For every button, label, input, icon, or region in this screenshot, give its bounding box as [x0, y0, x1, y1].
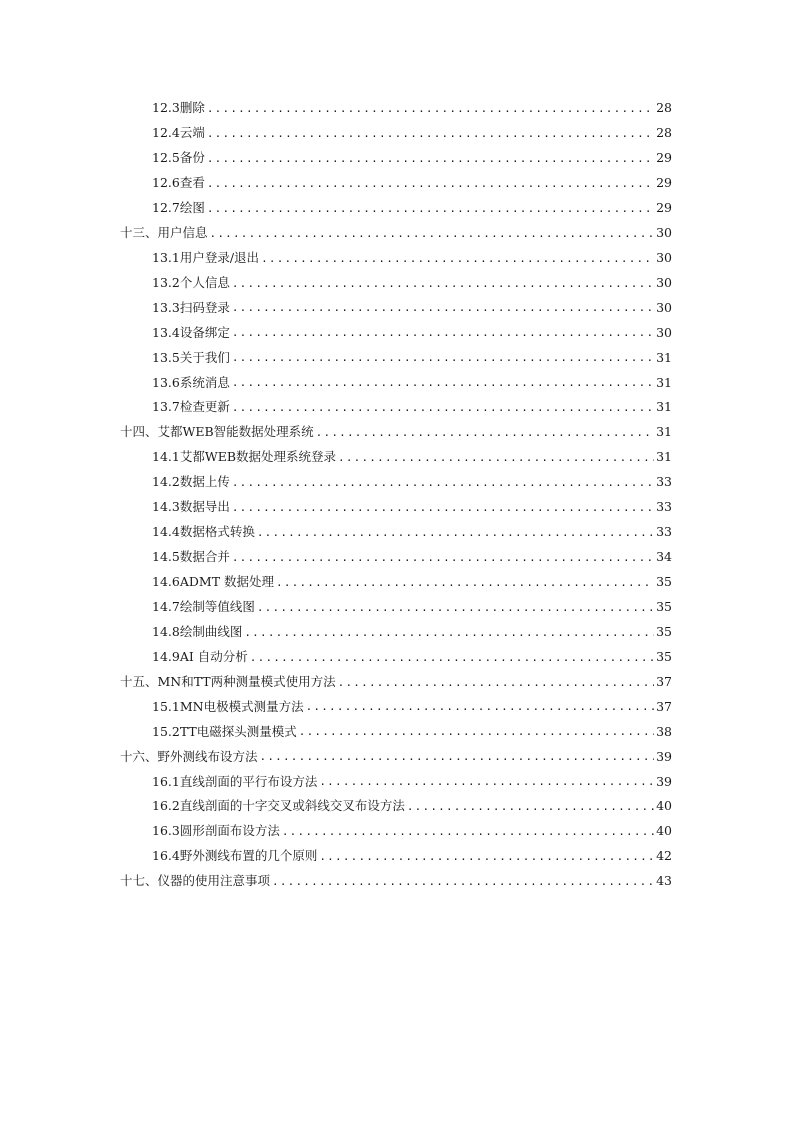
- toc-entry[interactable]: [0, 495, 793, 520]
- toc-entry-page-number: 35: [656, 648, 672, 664]
- toc-entry-title: 十六、野外测线布设方法: [120, 748, 258, 764]
- toc-dot-leader: [207, 178, 654, 189]
- toc-entry[interactable]: [0, 819, 793, 844]
- toc-entry-title: 备份: [179, 150, 205, 166]
- toc-entry-number: 14.3: [152, 499, 180, 515]
- toc-entry-page-number: 37: [656, 698, 672, 714]
- toc-entry-title: 查看: [179, 175, 205, 191]
- toc-entry-number: 13.4: [152, 324, 180, 340]
- toc-entry[interactable]: [0, 744, 793, 769]
- toc-entry-number: 13.7: [152, 399, 180, 415]
- table-of-contents: [0, 96, 793, 894]
- toc-entry[interactable]: [0, 769, 793, 794]
- toc-entry-number: 14.7: [152, 598, 180, 614]
- toc-dot-leader: [257, 602, 654, 613]
- toc-entry-title: 十三、用户信息: [120, 224, 208, 240]
- toc-dot-leader: [232, 502, 654, 513]
- toc-entry-page-number: 42: [656, 848, 672, 864]
- toc-entry-title: 个人信息: [179, 274, 230, 290]
- toc-entry-number: 12.3: [152, 100, 180, 116]
- toc-entry-page-number: 39: [656, 748, 672, 764]
- toc-entry-title: 数据格式转换: [179, 524, 255, 540]
- toc-entry-number: 15.1: [152, 698, 180, 714]
- toc-entry-number: 13.1: [152, 249, 180, 265]
- toc-entry[interactable]: [0, 196, 793, 221]
- toc-entry[interactable]: [0, 545, 793, 570]
- toc-entry[interactable]: [0, 645, 793, 670]
- toc-entry-page-number: 31: [656, 449, 672, 465]
- toc-entry-number: 12.6: [152, 175, 180, 191]
- toc-dot-leader: [316, 427, 654, 438]
- toc-entry[interactable]: [0, 719, 793, 744]
- toc-entry-title: TT电磁探头测量模式: [179, 723, 297, 739]
- toc-dot-leader: [272, 876, 654, 887]
- toc-dot-leader: [319, 851, 654, 862]
- toc-entry-page-number: 35: [656, 574, 672, 590]
- toc-entry[interactable]: [0, 520, 793, 545]
- toc-entry-number: 14.2: [152, 474, 180, 490]
- toc-entry-title: 数据上传: [179, 474, 230, 490]
- toc-entry-number: 14.8: [152, 623, 180, 639]
- toc-entry[interactable]: [0, 620, 793, 645]
- toc-entry-number: 13.2: [152, 274, 180, 290]
- toc-entry-number: 14.4: [152, 524, 180, 540]
- toc-entry-number: 14.5: [152, 549, 180, 565]
- toc-dot-leader: [299, 726, 654, 737]
- toc-entry[interactable]: [0, 96, 793, 121]
- toc-entry[interactable]: [0, 695, 793, 720]
- toc-entry-title: 用户登录/退出: [179, 249, 260, 265]
- toc-dot-leader: [207, 203, 654, 214]
- toc-entry[interactable]: [0, 221, 793, 246]
- toc-entry-page-number: 31: [656, 374, 672, 390]
- toc-entry[interactable]: [0, 345, 793, 370]
- toc-entry[interactable]: [0, 296, 793, 321]
- toc-entry-title: 云端: [179, 125, 205, 141]
- toc-dot-leader: [260, 751, 655, 762]
- toc-entry[interactable]: [0, 146, 793, 171]
- toc-entry-title: 数据导出: [179, 499, 230, 515]
- toc-entry-page-number: 30: [656, 299, 672, 315]
- toc-entry-page-number: 29: [656, 199, 672, 215]
- toc-dot-leader: [261, 253, 654, 264]
- toc-entry[interactable]: [0, 794, 793, 819]
- toc-entry-title: 十七、仪器的使用注意事项: [120, 873, 271, 889]
- toc-entry-page-number: 35: [656, 623, 672, 639]
- toc-entry-page-number: 40: [656, 823, 672, 839]
- toc-entry-page-number: 29: [656, 175, 672, 191]
- toc-entry[interactable]: [0, 246, 793, 271]
- toc-dot-leader: [282, 826, 654, 837]
- toc-entry-page-number: 30: [656, 224, 672, 240]
- toc-entry-page-number: 30: [656, 274, 672, 290]
- toc-entry-number: 16.1: [152, 773, 180, 789]
- toc-entry-number: 13.3: [152, 299, 180, 315]
- toc-dot-leader: [232, 477, 654, 488]
- toc-entry-page-number: 29: [656, 150, 672, 166]
- toc-dot-leader: [338, 677, 654, 688]
- toc-entry-page-number: 39: [656, 773, 672, 789]
- toc-dot-leader: [232, 352, 654, 363]
- toc-entry-title: 艾都WEB数据处理系统登录: [179, 449, 337, 465]
- toc-entry-page-number: 37: [656, 673, 672, 689]
- toc-entry-page-number: 34: [656, 549, 672, 565]
- toc-entry-title: 直线剖面的平行布设方法: [179, 773, 318, 789]
- toc-entry-page-number: 33: [656, 524, 672, 540]
- toc-dot-leader: [338, 452, 654, 463]
- toc-entry-title: 十五、MN和TT两种测量模式使用方法: [120, 673, 336, 689]
- toc-dot-leader: [276, 577, 654, 588]
- toc-dot-leader: [207, 128, 654, 139]
- toc-entry-page-number: 33: [656, 499, 672, 515]
- toc-entry[interactable]: [0, 420, 793, 445]
- toc-entry-page-number: 33: [656, 474, 672, 490]
- toc-entry-title: 检查更新: [179, 399, 230, 415]
- toc-dot-leader: [232, 552, 654, 563]
- toc-entry[interactable]: [0, 445, 793, 470]
- toc-entry-title: MN电极模式测量方法: [179, 698, 304, 714]
- toc-entry[interactable]: [0, 470, 793, 495]
- toc-entry-page-number: 43: [656, 873, 672, 889]
- toc-entry-title: 绘制曲线图: [179, 623, 243, 639]
- toc-dot-leader: [232, 302, 654, 313]
- toc-entry-title: 野外测线布置的几个原则: [179, 848, 318, 864]
- toc-entry-title: 直线剖面的十字交叉或斜线交叉布设方法: [179, 798, 405, 814]
- toc-entry[interactable]: [0, 370, 793, 395]
- toc-entry-number: 14.6: [152, 574, 180, 590]
- toc-entry-title: 十四、艾都WEB智能数据处理系统: [120, 424, 314, 440]
- toc-entry[interactable]: [0, 869, 793, 894]
- toc-entry-number: 12.5: [152, 150, 180, 166]
- toc-entry-title: 设备绑定: [179, 324, 230, 340]
- toc-entry[interactable]: [0, 320, 793, 345]
- toc-entry-number: 13.6: [152, 374, 180, 390]
- toc-entry-number: 14.1: [152, 449, 180, 465]
- toc-entry[interactable]: [0, 570, 793, 595]
- toc-dot-leader: [250, 652, 654, 663]
- toc-entry-title: 关于我们: [179, 349, 230, 365]
- toc-entry-title: AI 自动分析: [179, 648, 248, 664]
- toc-dot-leader: [232, 377, 654, 388]
- toc-dot-leader: [257, 527, 654, 538]
- toc-dot-leader: [207, 153, 654, 164]
- toc-dot-leader: [207, 103, 654, 114]
- toc-dot-leader: [319, 776, 654, 787]
- toc-entry-number: 14.9: [152, 648, 180, 664]
- toc-entry-page-number: 28: [656, 100, 672, 116]
- toc-entry[interactable]: [0, 670, 793, 695]
- toc-entry-page-number: 31: [656, 399, 672, 415]
- toc-entry-page-number: 31: [656, 424, 672, 440]
- toc-entry-page-number: 28: [656, 125, 672, 141]
- toc-entry-page-number: 38: [656, 723, 672, 739]
- toc-dot-leader: [232, 327, 654, 338]
- toc-dot-leader: [306, 701, 655, 712]
- toc-entry[interactable]: [0, 271, 793, 296]
- toc-entry-title: 绘图: [179, 199, 205, 215]
- toc-entry[interactable]: [0, 595, 793, 620]
- toc-entry-number: 12.7: [152, 199, 180, 215]
- toc-entry-title: 系统消息: [179, 374, 230, 390]
- toc-dot-leader: [232, 278, 654, 289]
- toc-entry-page-number: 30: [656, 249, 672, 265]
- toc-entry-title: 扫码登录: [179, 299, 230, 315]
- toc-entry[interactable]: [0, 844, 793, 869]
- toc-dot-leader: [210, 228, 655, 239]
- toc-entry[interactable]: [0, 121, 793, 146]
- toc-entry-page-number: 40: [656, 798, 672, 814]
- toc-entry[interactable]: [0, 171, 793, 196]
- toc-entry-title: 数据合并: [179, 549, 230, 565]
- toc-dot-leader: [232, 402, 654, 413]
- toc-entry-number: 12.4: [152, 125, 180, 141]
- toc-entry[interactable]: [0, 395, 793, 420]
- toc-entry-title: ADMT 数据处理: [179, 574, 275, 590]
- toc-entry-number: 16.4: [152, 848, 180, 864]
- toc-entry-page-number: 31: [656, 349, 672, 365]
- toc-entry-number: 16.3: [152, 823, 180, 839]
- toc-entry-page-number: 35: [656, 598, 672, 614]
- toc-entry-number: 16.2: [152, 798, 180, 814]
- toc-dot-leader: [407, 801, 654, 812]
- toc-entry-title: 绘制等值线图: [179, 598, 255, 614]
- toc-entry-title: 删除: [179, 100, 205, 116]
- toc-dot-leader: [244, 627, 654, 638]
- toc-entry-title: 圆形剖面布设方法: [179, 823, 280, 839]
- toc-entry-number: 13.5: [152, 349, 180, 365]
- toc-entry-number: 15.2: [152, 723, 180, 739]
- toc-entry-page-number: 30: [656, 324, 672, 340]
